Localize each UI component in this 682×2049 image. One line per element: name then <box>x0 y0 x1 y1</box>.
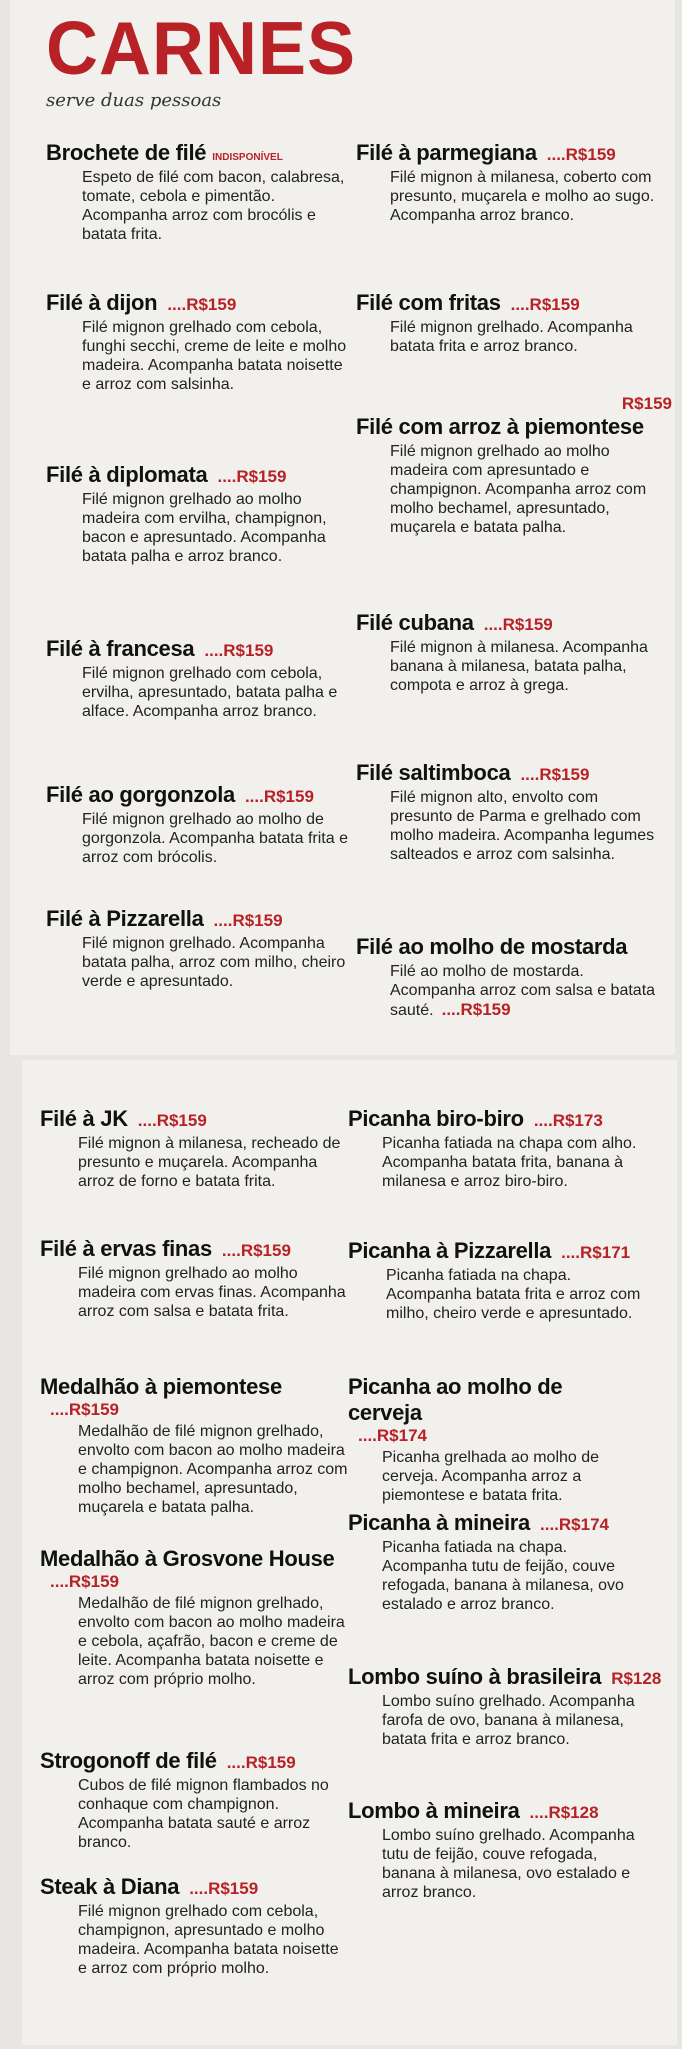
item-name: Brochete de filé <box>46 140 207 165</box>
item-name: Filé à Pizzarella <box>46 906 204 931</box>
item-description: Filé mignon grelhado ao molho madeira com apresuntado e champignon. Acompanha arroz com molho bechamel, apresuntado, muçarela e batata palha. <box>390 443 647 536</box>
item-name: Lombo à mineira <box>348 1798 520 1823</box>
item-name: Filé à ervas finas <box>40 1236 212 1261</box>
item-description: Picanha fatiada na chapa. Acompanha tutu de feijão, couve refogada, banana à milanesa, ovo estalado e arroz branco. <box>382 1539 624 1613</box>
item-name: Filé à francesa <box>46 636 195 661</box>
item-name: Filé saltimboca <box>356 760 511 785</box>
item-name: Filé à dijon <box>46 290 158 315</box>
item-price: ....R$159 <box>483 615 553 634</box>
section-title: CARNES <box>46 7 357 92</box>
item-description: Filé mignon grelhado ao molho madeira com ervilha, champignon, bacon e apresuntado. Acompanha batata palha e arroz branco. <box>82 491 327 565</box>
item-price: R$159 <box>621 394 672 413</box>
menu-item <box>348 1664 668 1749</box>
item-description: Filé mignon grelhado com cebola, champignon, apresuntado e molho madeira. Acompanha batata noisette e arroz com próprio molho. <box>78 1903 339 1977</box>
menu-item <box>356 394 676 537</box>
menu-item <box>356 140 676 225</box>
menu-item <box>40 1546 360 1689</box>
item-description: Filé mignon grelhado. Acompanha batata palha, arroz com milho, cheiro verde e apresuntado. <box>82 935 346 990</box>
menu-item <box>348 1510 668 1614</box>
menu-item <box>348 1106 668 1191</box>
item-price: ....R$159 <box>244 787 314 806</box>
item-name: Strogonoff de filé <box>40 1748 217 1773</box>
item-description: Cubos de filé mignon flambados no conhaque com champignon. Acompanha batata sauté e arroz branco. <box>78 1777 329 1851</box>
item-price: ....R$159 <box>546 145 616 164</box>
item-price: ....R$174 <box>358 1426 427 1445</box>
menu-item <box>348 1374 668 1505</box>
item-description: Medalhão de filé mignon grelhado, envolto com bacon ao molho madeira e cebola, açafrão, bacon e creme de leite. Acompanha batata noisette e arroz com próprio molho. <box>78 1595 345 1688</box>
item-name: Filé ao molho de mostarda <box>356 934 628 959</box>
item-description: Filé mignon alto, envolto com presunto de Parma e grelhado com molho madeira. Acompanha legumes salteados e arroz com salsinha. <box>390 789 655 863</box>
item-name: Medalhão à Grosvone House <box>40 1546 335 1571</box>
menu-item <box>356 290 676 356</box>
item-price: ....R$159 <box>520 765 590 784</box>
item-name: Lombo suíno à brasileira <box>348 1664 602 1689</box>
unavailable-badge: INDISPONÍVEL <box>212 152 283 163</box>
item-price: ....R$159 <box>50 1572 119 1591</box>
item-name: Picanha à mineira <box>348 1510 530 1535</box>
item-price: ....R$171 <box>561 1243 631 1262</box>
item-description: Filé mignon grelhado ao molho madeira com ervas finas. Acompanha arroz com salsa e batata frita. <box>78 1265 346 1320</box>
item-name: Medalhão à piemontese <box>40 1374 282 1399</box>
item-description: Filé mignon grelhado com cebola, funghi secchi, creme de leite e molho madeira. Acompanha batata noisette e arroz com salsinha. <box>82 319 347 393</box>
item-name: Filé com arroz à piemontese <box>356 414 644 439</box>
item-price: ....R$159 <box>213 911 283 930</box>
item-name: Filé à diplomata <box>46 462 208 487</box>
menu-item <box>40 1236 360 1321</box>
menu-item <box>348 1238 668 1323</box>
item-name: Filé à JK <box>40 1106 128 1131</box>
item-price: ....R$159 <box>204 641 274 660</box>
item-name: Steak à Diana <box>40 1874 180 1899</box>
menu-item <box>46 636 366 721</box>
item-price: ....R$159 <box>217 467 287 486</box>
item-price: ....R$159 <box>137 1111 207 1130</box>
menu-item <box>356 934 676 1020</box>
item-description: Filé mignon grelhado. Acompanha batata frita e arroz branco. <box>390 319 633 355</box>
item-name: Picanha biro-biro <box>348 1106 524 1131</box>
menu-item <box>356 610 676 695</box>
item-description: Medalhão de filé mignon grelhado, envolto com bacon ao molho madeira e champignon. Acompanha arroz com molho bechamel, apresuntado, muçarela e batata palha. <box>78 1423 348 1516</box>
menu-item <box>46 140 366 244</box>
menu-item <box>46 290 366 394</box>
menu-item <box>46 906 366 991</box>
item-description: Lombo suíno grelhado. Acompanha tutu de feijão, couve refogada, banana à milanesa, ovo estalado e arroz branco. <box>382 1827 635 1901</box>
item-price: R$128 <box>611 1669 662 1688</box>
item-price: ....R$159 <box>189 1879 259 1898</box>
item-description: Lombo suíno grelhado. Acompanha farofa de ovo, banana à milanesa, batata frita e arroz branco. <box>382 1693 635 1748</box>
item-price: ....R$159 <box>221 1241 291 1260</box>
section-subtitle: serve duas pessoas <box>46 90 222 111</box>
item-description: Picanha grelhada ao molho de cerveja. Acompanha arroz a piemontese e batata frita. <box>382 1449 600 1504</box>
item-description-text: Filé ao molho de mostarda. Acompanha arroz com salsa e batata sauté. <box>390 963 656 1019</box>
menu-item <box>46 462 366 566</box>
item-name: Filé ao gorgonzola <box>46 782 235 807</box>
item-description: Filé mignon grelhado com cebola, ervilha, apresuntado, batata palha e alface. Acompanha arroz branco. <box>82 665 338 720</box>
item-price: ....R$174 <box>540 1515 609 1534</box>
item-name: Filé com fritas <box>356 290 501 315</box>
menu-item <box>348 1798 668 1902</box>
item-description: Picanha fatiada na chapa. Acompanha batata frita e arroz com milho, cheiro verde e apresuntado. <box>386 1267 641 1322</box>
menu-item <box>40 1748 360 1852</box>
item-description: Filé mignon grelhado ao molho de gorgonzola. Acompanha batata frita e arroz com brócolis. <box>82 811 348 866</box>
item-description: Filé mignon à milanesa, coberto com presunto, muçarela e molho ao sugo. Acompanha arroz branco. <box>390 169 655 224</box>
menu-item <box>40 1106 360 1191</box>
item-price: ....R$159 <box>50 1400 119 1419</box>
menu-item <box>40 1374 360 1517</box>
item-name: Picanha à Pizzarella <box>348 1238 552 1263</box>
menu-item <box>46 782 366 867</box>
item-name: Picanha ao molho de cerveja <box>348 1374 563 1425</box>
item-description <box>390 962 660 1020</box>
menu-item <box>356 760 676 864</box>
item-price: ....R$159 <box>226 1753 296 1772</box>
item-price: ....R$159 <box>441 1000 511 1019</box>
item-description: Filé mignon à milanesa. Acompanha banana à milanesa, batata palha, compota e arroz à grega. <box>390 639 648 694</box>
item-description: Filé mignon à milanesa, recheado de presunto e muçarela. Acompanha arroz de forno e batata frita. <box>78 1135 341 1190</box>
item-price: ....R$159 <box>510 295 580 314</box>
item-price: ....R$128 <box>529 1803 599 1822</box>
item-price: ....R$159 <box>167 295 237 314</box>
item-name: Filé à parmegiana <box>356 140 537 165</box>
item-name: Filé cubana <box>356 610 474 635</box>
menu-item <box>40 1874 360 1978</box>
item-price: ....R$173 <box>533 1111 603 1130</box>
item-description: Espeto de filé com bacon, calabresa, tomate, cebola e pimentão. Acompanha arroz com brocólis e batata frita. <box>82 169 345 243</box>
item-description: Picanha fatiada na chapa com alho. Acompanha batata frita, banana à milanesa e arroz biro-biro. <box>382 1135 637 1190</box>
